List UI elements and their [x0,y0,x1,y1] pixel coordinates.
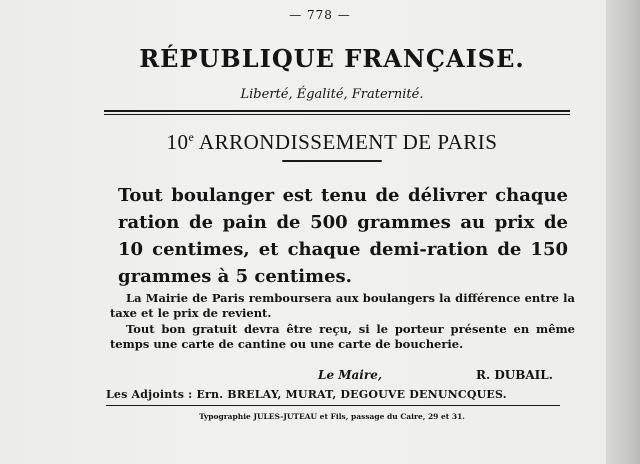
main-notice-text: Tout boulanger est tenu de délivrer chaque ration de pain de 500 grammes au prix de 10 centimes, et chaque demi-ration de 150 grammes à 5 centimes. [118,185,568,287]
heading-underline [282,160,382,162]
adjoints-line: Les Adjoints : Ern. BRELAY, MURAT, DEGOUVE DENUNCQUES. [106,388,507,401]
signature-name: R. DUBAIL. [476,368,553,382]
double-rule-bottom [104,114,570,115]
footer-rule [106,405,560,406]
poster-title: RÉPUBLIQUE FRANÇAISE. [139,44,525,73]
arrondissement-number: 10 [166,130,189,154]
arrondissement-suffix: e [188,130,195,144]
page-number: — 778 — [289,8,351,22]
printer-credit: Typographie JULES-JUTEAU et Fils, passage du Caire, 29 et 31. [199,412,465,421]
arrondissement-label: ARRONDISSEMENT DE PARIS [194,130,498,154]
free-voucher-paragraph: Tout bon gratuit devra être reçu, si le porteur présente en même temps une carte de cantine ou une carte de boucherie. [110,322,575,351]
double-rule-top [104,110,570,112]
signature-title: Le Maire, [318,368,383,382]
arrondissement-heading [0,130,640,155]
poster-motto: Liberté, Égalité, Fraternité. [240,87,424,102]
reimbursement-paragraph: La Mairie de Paris remboursera aux boulangers la différence entre la taxe et le prix de revient. [110,291,575,320]
